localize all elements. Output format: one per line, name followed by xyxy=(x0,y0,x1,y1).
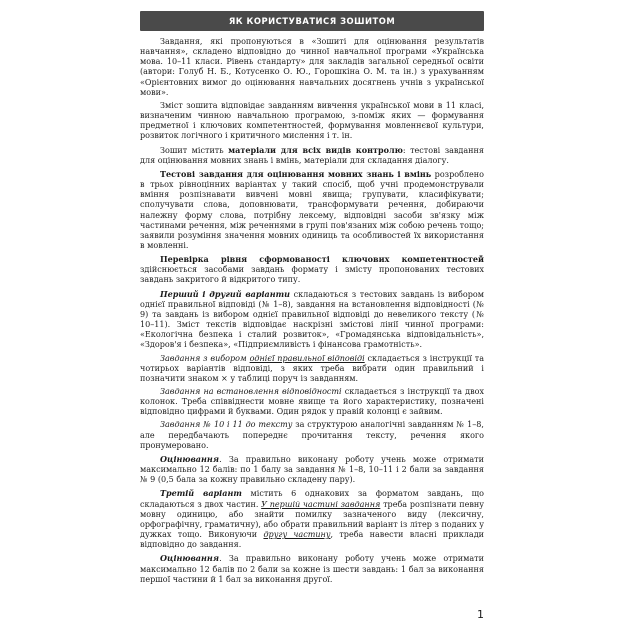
paragraph-single-choice: Завдання з вибором однієї правильної відповіді складається з інструкції та чотирьох варіантів відповіді, з яких треба вибрати один правильний і позначити знаком × у таблиці поруч із завданням. xyxy=(140,353,484,383)
section-header xyxy=(140,11,484,31)
paragraph-variant-3: Третій варіант містить 6 однакових за форматом завдань, що складаються з двох частин. У першій частині завдання треба розпізнати певну мовну одиницю, або знайти помилку зазначеного виду (лексичну, орфографічну, граматичну), або обрати правильний варіант із літер з поданих у дужках тощо. Виконуючи другу частину, треба навести власні приклади відповідно до завдання. xyxy=(140,488,485,550)
paragraph-content: Зміст зошита відповідає завданням вивчення української мови в 11 класі, визначеним чинною навчальною програмою, з-поміж яких — формування предметної і ключових компетентностей, формування мовленнєвої культури, розвиток логічного і критичного мислення і т. ін. xyxy=(140,100,484,141)
paragraph-intro: Завдання, які пропонуються в «Зошиті для оцінювання результатів навчання», складено відповідно до чинної навчальної програми «Українська мова. 10–11 класи. Рівень стандарту» для закладів загальної середньої освіти (автори: Голуб Н. Б., Котусенко О. Ю., Горошкіна О. М. та ін.) з урахуванням «Орієнтовних вимог до оцінювання навчальних досягнень учнів з української мови». xyxy=(140,37,484,97)
paragraph-assessment-1: Оцінювання. За правильно виконану роботу учень може отримати максимально 12 балів: по 1 балу за завдання № 1–8, 10–11 і 2 бали за завдання № 9 (0,5 бала за кожну правильно складену пару). xyxy=(140,453,484,485)
document-body xyxy=(140,37,484,585)
paragraph-assessment-2: Оцінювання. За правильно виконану роботу учень може отримати максимально 12 балів по 2 бали за кожне із шести завдань: 1 бал за виконання першої частини й 1 бал за виконання другої. xyxy=(140,553,484,584)
paragraph-competencies: Перевірка рівня сформованості ключових компетентностей здійснюється засобами завдань формату і змісту пропонованих тестових завдань закритого й відкритого типу. xyxy=(140,254,484,285)
page-number: 1 xyxy=(477,608,484,621)
paragraph-matching: Завдання на встановлення відповідності складається з інструкції та двох колонок. Треба співвіднести мовне явище та його характеристику, позначені відповідно цифрами й буквами. Один рядок у правій колонці є зайвим. xyxy=(140,387,484,417)
paragraph-test-tasks: Тестові завдання для оцінювання мовних знань і вмінь розроблено в трьох рівноцінних варіантах у такий спосіб, щоб учні продемонстрували вміння розпізнавати вивчені мовні явища; групувати, класифікувати; сполучувати слова, доповнювати, трансформувати речення, добираючи належну форму слова, потрібну лексему, відповідні засоби зв'язку між частинами речення, між реченнями в групі пов'язаних між собою речень тощо; заявили розуміння значення мовних одиниць та особливостей їх використання в мовленні. xyxy=(140,168,484,250)
paragraph-text-tasks: Завдання № 10 і 11 до тексту за структурою аналогічні завданням № 1–8, але передбачають попереднє прочитання тексту, речення якого пронумеровано. xyxy=(140,420,484,450)
section-title: ЯК КОРИСТУВАТИСЯ ЗОШИТОМ xyxy=(228,16,396,26)
paragraph-materials: Зошит містить матеріали для всіх видів контролю: тестові завдання для оцінювання мовних знань і вмінь, матеріали для складання діалогу. xyxy=(140,144,484,165)
paragraph-variants-1-2: Перший і другий варіанти складаються з тестових завдань із вибором однієї правильної відповіді (№ 1–8), завдання на встановлення відповідності (№ 9) та завдань із вибором однієї правильної відповіді до невеликого тексту (№ 10–11). Зміст текстів відповідає наскрізні змістові лінії чинної програми: «Екологічна безпека і сталий розвиток», «Громадянська відповідальність», «Здоров'я і безпека», «Підприємливість і фінансова грамотність». xyxy=(140,288,484,350)
